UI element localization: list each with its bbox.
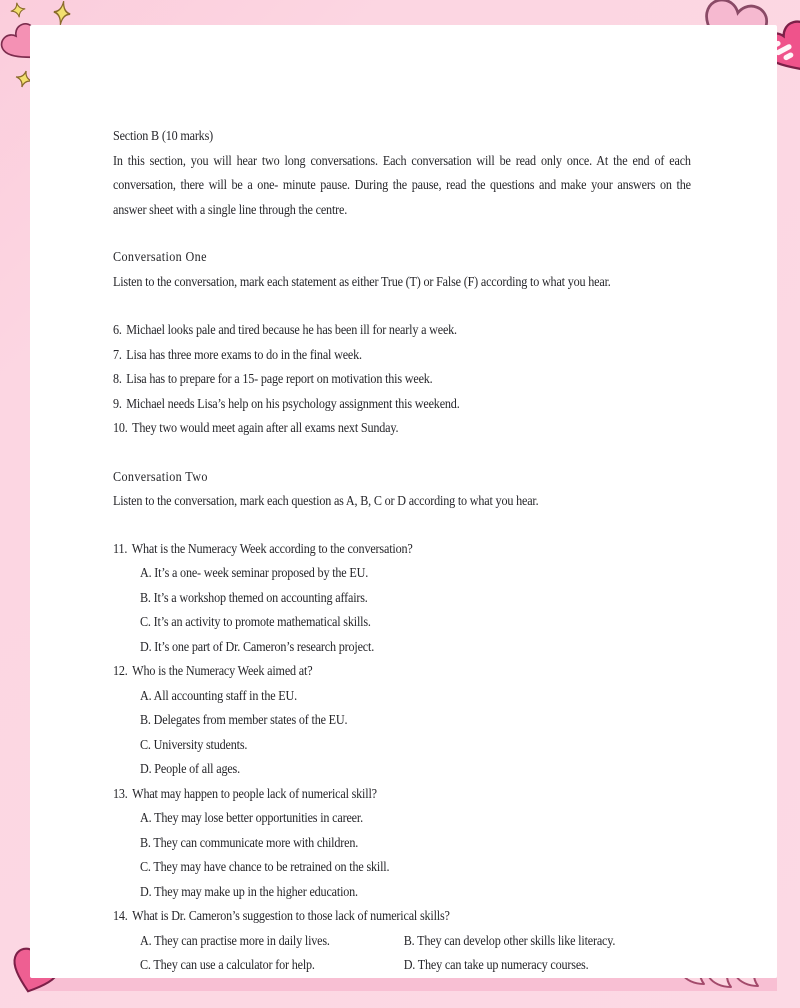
section-instructions: In this section, you will hear two long conversations. Each conversation will be read only once. At the end of each conversation, there will be a one- minute pause. During the pause, read the questions and make your answers on the answer sheet with a single line through the centre.	[113, 152, 691, 217]
mcq-option-11d: D. It’s one part of Dr. Cameron’s research project.	[140, 638, 375, 654]
page-shadow	[30, 978, 777, 991]
mcq-option-14c: C. They can use a calculator for help.	[140, 957, 315, 972]
mcq-option-12c: C. University students.	[140, 736, 248, 752]
section-header: Section B (10 marks)	[113, 128, 213, 143]
mcq-option-13a: A. They may lose better opportunities in career.	[140, 810, 363, 825]
tf-item-number: 6.	[113, 322, 122, 337]
tf-item-7	[113, 343, 691, 368]
sparkle-icon	[51, 0, 72, 27]
mcq-option-12d: D. People of all ages.	[140, 761, 240, 776]
conversation-two-instruction: Listen to the conversation, mark each question as A, B, C or D according to what you hear.	[113, 493, 539, 508]
exam-content	[113, 124, 691, 978]
tf-item-6	[113, 318, 691, 343]
tf-item-10	[113, 416, 691, 441]
question-number: 11.	[113, 540, 128, 556]
mcq-option-11b: B. It’s a workshop themed on accounting affairs.	[140, 589, 368, 605]
question-number: 12.	[113, 663, 128, 678]
tf-item-9	[113, 392, 691, 417]
tf-item-number: 8.	[113, 371, 122, 386]
conversation-two-title: Conversation Two	[113, 468, 208, 484]
question-text: Who is the Numeracy Week aimed at?	[132, 663, 313, 678]
question-number: 14.	[113, 908, 128, 923]
mcq-option-row	[113, 953, 691, 978]
mcq-option-11a: A. It’s a one- week seminar proposed by the EU.	[140, 565, 369, 580]
question-text: What is Dr. Cameron’s suggestion to those lack of numerical skills?	[132, 908, 450, 923]
mcq-option-13d: D. They may make up in the higher education.	[140, 883, 358, 899]
exam-paper-page	[30, 25, 777, 978]
mcq-question-12	[113, 659, 691, 684]
conversation-one-instruction: Listen to the conversation, mark each statement as either True (T) or False (F) according to what you hear.	[113, 273, 611, 289]
mcq-option-11c: C. It’s an activity to promote mathematical skills.	[140, 614, 371, 629]
question-number: 13.	[113, 785, 128, 801]
conversation-one-title: Conversation One	[113, 249, 207, 264]
mcq-question-11	[113, 537, 691, 562]
tf-item-text: Michael looks pale and tired because he has been ill for nearly a week.	[126, 322, 457, 337]
mcq-option-12b: B. Delegates from member states of the EU.	[140, 712, 348, 727]
tf-item-text: They two would meet again after all exams next Sunday.	[132, 420, 399, 435]
mcq-option-14d: D. They can take up numeracy courses.	[403, 957, 589, 972]
mcq-option-14a: A. They can practise more in daily lives.	[140, 932, 330, 948]
mcq-question-13	[113, 782, 691, 807]
mcq-option-13c: C. They may have chance to be retrained on the skill.	[140, 859, 390, 874]
mcq-option-13b: B. They can communicate more with children.	[140, 834, 359, 850]
tf-item-number: 9.	[113, 395, 122, 411]
mcq-option-14b: B. They can develop other skills like literacy.	[403, 932, 616, 948]
sparkle-icon	[9, 1, 28, 20]
question-text: What is the Numeracy Week according to the conversation?	[131, 540, 413, 556]
mcq-option-row	[113, 929, 691, 954]
mcq-question-14	[113, 904, 691, 929]
mcq-option-12a: A. All accounting staff in the EU.	[140, 687, 297, 703]
tf-item-number: 7.	[113, 346, 122, 362]
tf-item-8	[113, 367, 691, 392]
tf-item-text: Michael needs Lisa’s help on his psychology assignment this weekend.	[126, 395, 460, 411]
tf-item-text: Lisa has to prepare for a 15- page report on motivation this week.	[126, 371, 433, 386]
tf-item-number: 10.	[113, 420, 128, 435]
tf-item-text: Lisa has three more exams to do in the final week.	[126, 346, 362, 362]
question-text: What may happen to people lack of numerical skill?	[132, 785, 377, 801]
